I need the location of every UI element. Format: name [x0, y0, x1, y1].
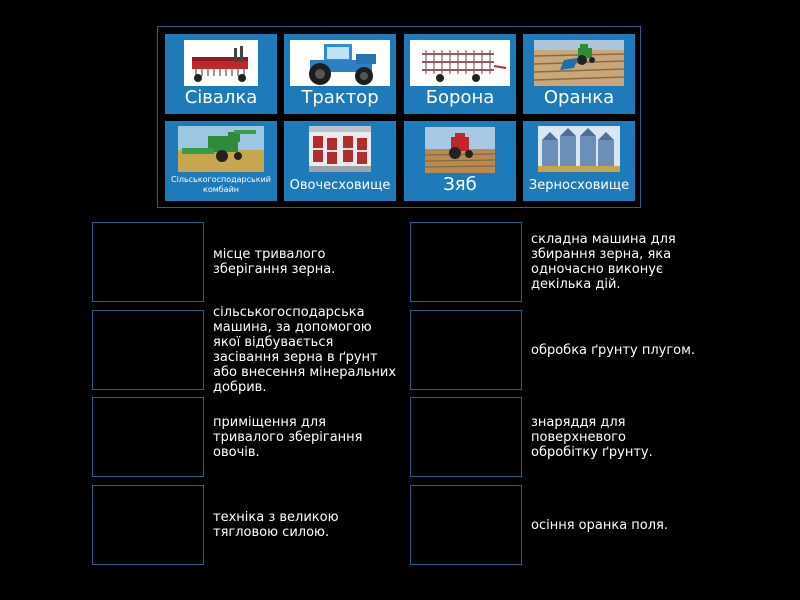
vegetable-storage-icon: [309, 126, 371, 172]
definition-7: техніка з великою тягловою силою.: [213, 510, 339, 540]
card-label: Зяб: [443, 174, 477, 195]
autumn-plowing-icon: [425, 127, 495, 173]
drop-box-4[interactable]: [410, 310, 522, 390]
card-label: Борона: [425, 87, 495, 108]
drop-box-3[interactable]: [92, 310, 204, 390]
card-label: Сівалка: [184, 87, 258, 108]
drop-box-7[interactable]: [92, 485, 204, 565]
definition-1: місце тривалого зберігання зерна.: [213, 247, 336, 277]
card-vegetable-storage[interactable]: [284, 121, 396, 201]
definition-6: знаряддя для поверхневого обробітку ґрунту.: [531, 414, 653, 460]
drop-box-8[interactable]: [410, 485, 522, 565]
tractor-icon: [290, 40, 390, 86]
drop-box-1[interactable]: [92, 222, 204, 302]
card-seeder[interactable]: [165, 34, 277, 114]
card-label: Сільськогосподарський комбайн: [171, 175, 271, 194]
card-label: Трактор: [301, 87, 379, 108]
card-pool: [157, 26, 641, 208]
definition-5: приміщення для тривалого зберігання овочів.: [213, 414, 363, 460]
definition-4: обробка ґрунту плугом.: [531, 342, 696, 358]
drop-box-5[interactable]: [92, 397, 204, 477]
card-combine-harvester[interactable]: [165, 121, 277, 201]
card-harrow[interactable]: [404, 34, 516, 114]
definition-3: сільськогосподарська машина, за допомогою якої відбувається засівання зерна в ґрунт або внесення мінеральних добрив.: [213, 305, 397, 395]
card-label: Оранка: [543, 87, 615, 108]
combine-harvester-icon: [178, 126, 264, 172]
drop-box-6[interactable]: [410, 397, 522, 477]
harrow-icon: [410, 40, 510, 86]
drop-box-2[interactable]: [410, 222, 522, 302]
card-label: Овочесховище: [289, 178, 391, 193]
definition-8: осіння оранка поля.: [531, 517, 669, 533]
definition-2: складна машина для збирання зерна, яка одночасно виконує декілька дій.: [531, 232, 676, 292]
seeder-icon: [184, 40, 258, 86]
card-autumn-plowing[interactable]: [404, 121, 516, 201]
card-plowing[interactable]: [523, 34, 635, 114]
plowing-icon: [534, 40, 624, 86]
grain-silo-icon: [538, 126, 620, 172]
card-grain-silo[interactable]: [523, 121, 635, 201]
card-tractor[interactable]: [284, 34, 396, 114]
card-label: Зерносховище: [528, 178, 630, 193]
